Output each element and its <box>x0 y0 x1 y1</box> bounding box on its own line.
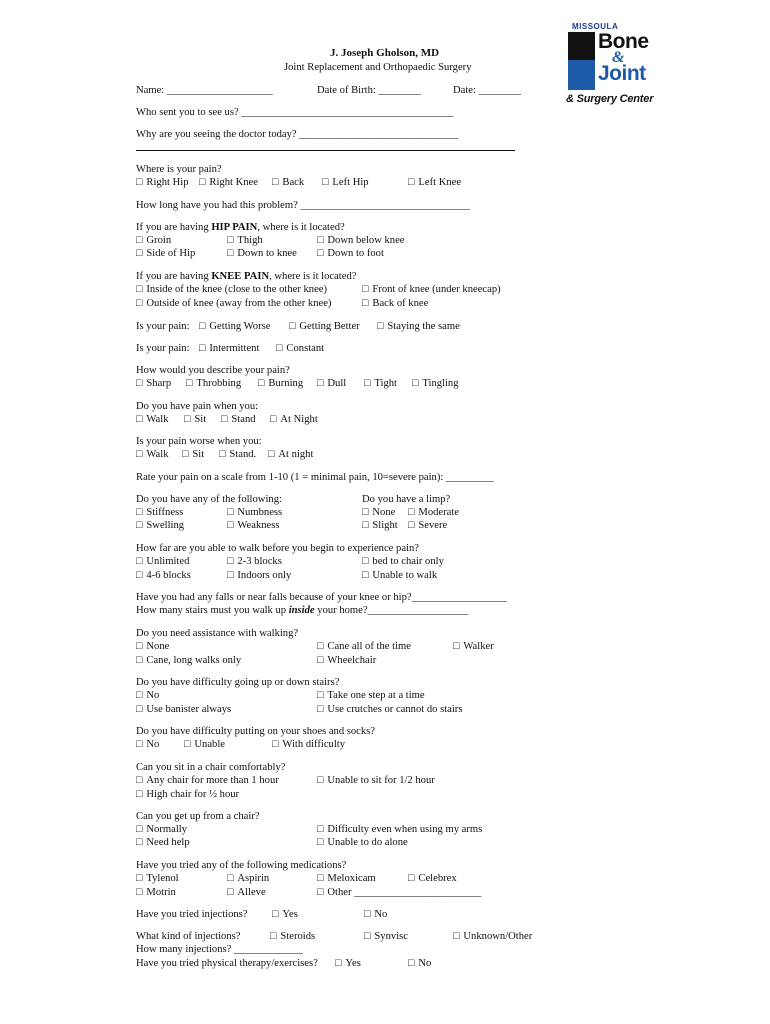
name-field[interactable]: Name: ____________________ <box>136 85 273 96</box>
q-pain1: Is your pain: <box>136 321 190 332</box>
cb-steroids[interactable]: □ Steroids <box>270 930 315 943</box>
practice-logo <box>566 22 670 110</box>
cb-any-chair[interactable]: □ Any chair for more than 1 hour <box>136 774 279 787</box>
q-walk: How far are you able to walk before you begin to experience pain? <box>136 543 419 554</box>
q-howmany[interactable]: How many injections? _____________ <box>136 944 303 955</box>
q-describe: How would you describe your pain? <box>136 365 290 376</box>
cb-down-foot[interactable]: □ Down to foot <box>317 247 384 260</box>
referral-field[interactable]: Who sent you to see us? ________________________________________ <box>136 107 454 118</box>
cb-worse-walk[interactable]: □ Walk <box>136 448 169 461</box>
cb-worse-stand[interactable]: □ Stand. <box>219 448 256 461</box>
q-pain2: Is your pain: <box>136 343 190 354</box>
cb-unknown[interactable]: □ Unknown/Other <box>453 930 532 943</box>
cb-tylenol[interactable]: □ Tylenol <box>136 872 179 885</box>
cb-wheelchair[interactable]: □ Wheelchair <box>317 654 376 667</box>
cb-right-hip[interactable]: □ Right Hip <box>136 176 189 189</box>
cb-unable-alone[interactable]: □ Unable to do alone <box>317 836 408 849</box>
cb-when-stand[interactable]: □ Stand <box>221 413 256 426</box>
reason-extra-line[interactable] <box>136 150 515 151</box>
cb-staying-same[interactable]: □ Staying the same <box>377 320 460 333</box>
cb-4-6-blocks[interactable]: □ 4-6 blocks <box>136 569 191 582</box>
cb-back[interactable]: □ Back <box>272 176 304 189</box>
cb-tingling[interactable]: □ Tingling <box>412 377 459 390</box>
cb-swelling[interactable]: □ Swelling <box>136 519 184 532</box>
q-limp: Do you have a limp? <box>362 494 451 505</box>
cb-side-hip[interactable]: □ Side of Hip <box>136 247 195 260</box>
cb-tight[interactable]: □ Tight <box>364 377 397 390</box>
q-following: Do you have any of the following: <box>136 494 282 505</box>
cb-groin[interactable]: □ Groin <box>136 234 171 247</box>
cb-intermittent[interactable]: □ Intermittent <box>199 342 259 355</box>
cb-motrin[interactable]: □ Motrin <box>136 886 176 899</box>
logo-joint: Joint <box>598 62 646 85</box>
cb-banister[interactable]: □ Use banister always <box>136 703 231 716</box>
cb-worse-night[interactable]: □ At night <box>268 448 313 461</box>
cb-limp-moderate[interactable]: □ Moderate <box>408 506 459 519</box>
cb-alleve[interactable]: □ Alleve <box>227 886 266 899</box>
cb-left-hip[interactable]: □ Left Hip <box>322 176 369 189</box>
cb-front-knee[interactable]: □ Front of knee (under kneecap) <box>362 283 501 296</box>
cb-synvisc[interactable]: □ Synvisc <box>364 930 408 943</box>
logo-surgery-center: & Surgery Center <box>566 93 654 105</box>
reason-field[interactable]: Why are you seeing the doctor today? ______________________________ <box>136 129 459 140</box>
q-kind: What kind of injections? <box>136 931 241 942</box>
cb-inj-yes[interactable]: □ Yes <box>272 908 298 921</box>
q-stairs[interactable]: How many stairs must you walk up inside your home?___________________ <box>136 605 469 616</box>
cb-back-knee[interactable]: □ Back of knee <box>362 297 428 310</box>
logo-bone: Bone <box>598 30 649 53</box>
q-rate[interactable]: Rate your pain on a scale from 1-10 (1 = minimal pain, 10=severe pain): _________ <box>136 472 494 483</box>
date-field[interactable]: Date: ________ <box>453 85 521 96</box>
q-knee: If you are having KNEE PAIN, where is it located? <box>136 271 357 282</box>
doctor-name: J. Joseph Gholson, MD <box>330 47 440 59</box>
q-when: Do you have pain when you: <box>136 401 259 412</box>
q-where: Where is your pain? <box>136 164 222 175</box>
cb-unable-walk[interactable]: □ Unable to walk <box>362 569 437 582</box>
cb-unable-sit[interactable]: □ Unable to sit for 1/2 hour <box>317 774 435 787</box>
q-hip: If you are having HIP PAIN, where is it located? <box>136 222 345 233</box>
cb-crutches[interactable]: □ Use crutches or cannot do stairs <box>317 703 462 716</box>
cb-getting-better[interactable]: □ Getting Better <box>289 320 360 333</box>
cb-shoes-difficulty[interactable]: □ With difficulty <box>272 738 345 751</box>
cb-high-chair[interactable]: □ High chair for ½ hour <box>136 788 239 801</box>
q-worse: Is your pain worse when you: <box>136 436 262 447</box>
cb-when-night[interactable]: □ At Night <box>270 413 318 426</box>
cb-constant[interactable]: □ Constant <box>276 342 324 355</box>
cb-limp-severe[interactable]: □ Severe <box>408 519 447 532</box>
cb-inside-knee[interactable]: □ Inside of the knee (close to the other knee) <box>136 283 327 296</box>
cb-one-step[interactable]: □ Take one step at a time <box>317 689 425 702</box>
cb-getting-worse[interactable]: □ Getting Worse <box>199 320 270 333</box>
q-howlong[interactable]: How long have you had this problem? ________________________________ <box>136 200 470 211</box>
q-falls[interactable]: Have you had any falls or near falls because of your knee or hip?__________________ <box>136 592 507 603</box>
cb-stairs-no[interactable]: □ No <box>136 689 159 702</box>
cb-right-knee[interactable]: □ Right Knee <box>199 176 258 189</box>
cb-left-knee[interactable]: □ Left Knee <box>408 176 461 189</box>
cb-cane-all[interactable]: □ Cane all of the time <box>317 640 411 653</box>
q-injections: Have you tried injections? <box>136 909 248 920</box>
cb-sharp[interactable]: □ Sharp <box>136 377 171 390</box>
cb-shoes-unable[interactable]: □ Unable <box>184 738 225 751</box>
cb-difficulty-arms[interactable]: □ Difficulty even when using my arms <box>317 823 482 836</box>
cb-walker[interactable]: □ Walker <box>453 640 494 653</box>
q-shoes: Do you have difficulty putting on your shoes and socks? <box>136 726 376 737</box>
cb-throbbing[interactable]: □ Throbbing <box>186 377 241 390</box>
cb-limp-slight[interactable]: □ Slight <box>362 519 398 532</box>
cb-numbness[interactable]: □ Numbness <box>227 506 282 519</box>
logo-amp: & <box>612 49 625 66</box>
cb-burning[interactable]: □ Burning <box>258 377 303 390</box>
cb-shoes-no[interactable]: □ No <box>136 738 159 751</box>
cb-celebrex[interactable]: □ Celebrex <box>408 872 457 885</box>
dob-field[interactable]: Date of Birth: ________ <box>317 85 421 96</box>
cb-unlimited[interactable]: □ Unlimited <box>136 555 189 568</box>
cb-aspirin[interactable]: □ Aspirin <box>227 872 269 885</box>
cb-inj-no[interactable]: □ No <box>364 908 387 921</box>
cb-outside-knee[interactable]: □ Outside of knee (away from the other knee) <box>136 297 331 310</box>
cb-pt-no[interactable]: □ No <box>408 957 431 970</box>
cb-when-sit[interactable]: □ Sit <box>184 413 206 426</box>
cb-below-knee[interactable]: □ Down below knee <box>317 234 405 247</box>
cb-normally[interactable]: □ Normally <box>136 823 187 836</box>
logo-missoula: MISSOULA <box>572 22 619 31</box>
cb-pt-yes[interactable]: □ Yes <box>335 957 361 970</box>
q-pt: Have you tried physical therapy/exercises? <box>136 958 318 969</box>
cb-worse-sit[interactable]: □ Sit <box>182 448 204 461</box>
logo-figure-lower <box>568 60 595 90</box>
cb-stiffness[interactable]: □ Stiffness <box>136 506 183 519</box>
cb-bed-chair[interactable]: □ bed to chair only <box>362 555 444 568</box>
cb-when-walk[interactable]: □ Walk <box>136 413 169 426</box>
cb-2-3-blocks[interactable]: □ 2-3 blocks <box>227 555 282 568</box>
q-meds: Have you tried any of the following medications? <box>136 860 347 871</box>
practice-name: Joint Replacement and Orthopaedic Surgery <box>284 62 472 73</box>
q-getup: Can you get up from a chair? <box>136 811 260 822</box>
cb-thigh[interactable]: □ Thigh <box>227 234 263 247</box>
q-chair: Can you sit in a chair comfortably? <box>136 762 286 773</box>
cb-cane-long[interactable]: □ Cane, long walks only <box>136 654 241 667</box>
cb-meloxicam[interactable]: □ Meloxicam <box>317 872 376 885</box>
cb-assist-none[interactable]: □ None <box>136 640 169 653</box>
cb-need-help[interactable]: □ Need help <box>136 836 190 849</box>
q-updown: Do you have difficulty going up or down stairs? <box>136 677 340 688</box>
cb-indoors[interactable]: □ Indoors only <box>227 569 291 582</box>
cb-dull[interactable]: □ Dull <box>317 377 346 390</box>
cb-weakness[interactable]: □ Weakness <box>227 519 280 532</box>
q-assist: Do you need assistance with walking? <box>136 628 299 639</box>
cb-other-med[interactable]: □ Other ________________________ <box>317 886 481 899</box>
cb-limp-none[interactable]: □ None <box>362 506 395 519</box>
cb-down-knee[interactable]: □ Down to knee <box>227 247 297 260</box>
